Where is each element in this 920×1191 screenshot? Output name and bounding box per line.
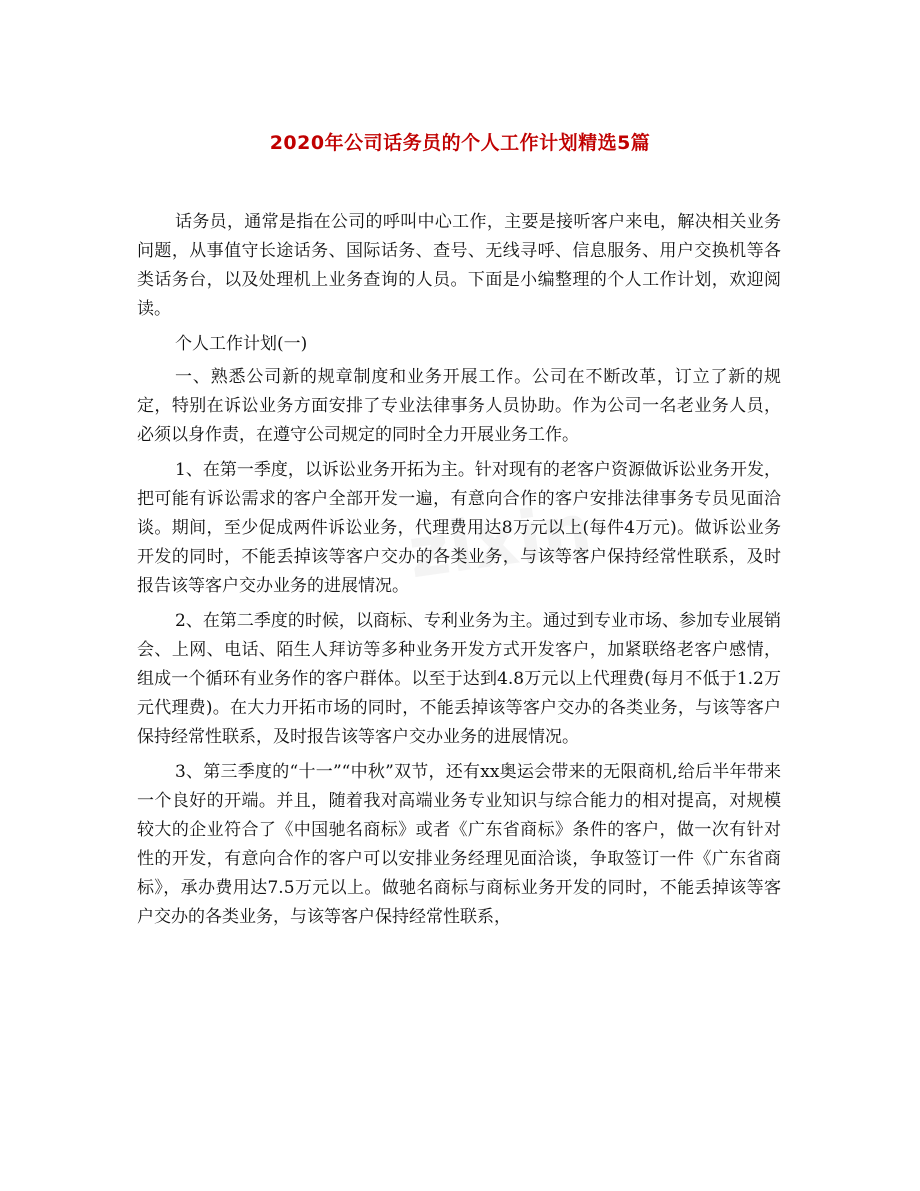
document-body <box>137 208 781 938</box>
paragraph-item-4: 3、第三季度的“十一”“中秋”双节，还有xx奥运会带来的无限商机,给后半年带来一个良好的开端。并且，随着我对高端业务专业知识与综合能力的相对提高，对规模较大的企业符合了《中国驰名商标》或者《广东省商标》条件的客户，做一次有针对性的开发，有意向合作的客户可以安排业务经理见面洽谈，争取签订一件《广东省商标》，承办费用达7.5万元以上。做驰名商标与商标业务开发的同时，不能丢掉该等客户交办的各类业务，与该等客户保持经常性联系， <box>137 762 781 927</box>
paragraph-item-2: 1、在第一季度，以诉讼业务开拓为主。针对现有的老客户资源做诉讼业务开发，把可能有诉讼需求的客户全部开发一遍，有意向合作的客户安排法律事务专员见面洽谈。期间，至少促成两件诉讼业务，代理费用达8万元以上(每件4万元)。做诉讼业务开发的同时，不能丢掉该等客户交办的各类业务，与该等客户保持经常性联系，及时报告该等客户交办业务的进展情况。 <box>137 460 781 596</box>
intro-paragraph: 话务员，通常是指在公司的呼叫中心工作，主要是接听客户来电，解决相关业务问题，从事值守长途话务、国际话务、查号、无线寻呼、信息服务、用户交换机等各类话务台，以及处理机上业务查询的人员。下面是小编整理的个人工作计划，欢迎阅读。 <box>137 212 781 319</box>
paragraph-item-1: 一、熟悉公司新的规章制度和业务开展工作。公司在不断改革，订立了新的规定，特别在诉讼业务方面安排了专业法律事务人员协助。作为公司一名老业务人员，必须以身作责，在遵守公司规定的同时全力开展业务工作。 <box>137 367 781 445</box>
paragraph-item-3: 2、在第二季度的时候，以商标、专利业务为主。通过到专业市场、参加专业展销会、上网、电话、陌生人拜访等多种业务开发方式开发客户，加紧联络老客户感情，组成一个循环有业务作的客户群体。以至于达到4.8万元以上代理费(每月不低于1.2万元代理费)。在大力开拓市场的同时，不能丢掉该等客户交办的各类业务，与该等客户保持经常性联系，及时报告该等客户交办业务的进展情况。 <box>137 611 781 747</box>
document-title: 2020年公司话务员的个人工作计划精选5篇 <box>269 132 651 154</box>
section-heading: 个人工作计划(一) <box>175 334 308 354</box>
